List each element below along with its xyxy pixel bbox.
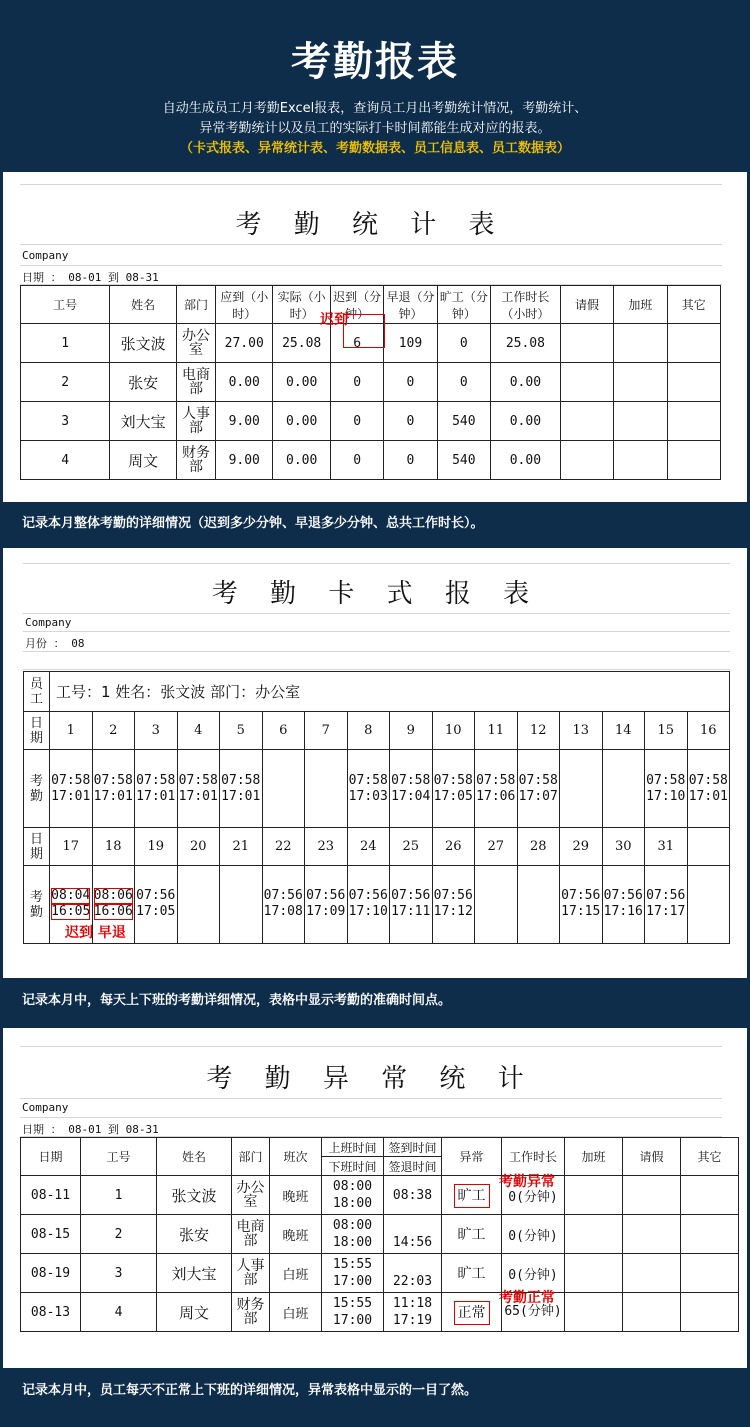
abnormal-dept-cell: 人事部 bbox=[232, 1254, 270, 1293]
stats-cell: 9.00 bbox=[215, 402, 272, 441]
clock-in-time: 07:56 bbox=[561, 888, 601, 903]
clock-in-time: 07:56 bbox=[433, 888, 473, 903]
abnormal-title: 考 勤 异 常 统 计 bbox=[206, 1064, 536, 1094]
day-cell bbox=[687, 828, 730, 866]
date-label: 日期 bbox=[29, 715, 43, 746]
card-panel bbox=[3, 548, 747, 978]
abnormal-header-cell: 签退时间 bbox=[384, 1157, 442, 1176]
stats-header-cell: 部门 bbox=[176, 286, 215, 324]
shift-start-time: 15:55 bbox=[332, 1296, 373, 1311]
attendance-label: 考勤 bbox=[29, 773, 43, 804]
status-value: 旷工 bbox=[454, 1184, 490, 1208]
stats-cell: 财务部 bbox=[176, 441, 215, 480]
card-day-row bbox=[24, 712, 730, 750]
stats-cell: 0 bbox=[384, 441, 437, 480]
stats-cell: 25.08 bbox=[273, 324, 330, 363]
clock-out-time: 17:01 bbox=[93, 788, 133, 804]
stats-cell: 0 bbox=[384, 363, 437, 402]
abnormal-date-cell: 08-15 bbox=[21, 1215, 81, 1254]
stats-cell bbox=[560, 441, 613, 480]
day-cell: 28 bbox=[517, 828, 560, 866]
clock-out-time: 17:01 bbox=[136, 788, 176, 804]
abnormal-date-cell: 08-11 bbox=[21, 1176, 81, 1215]
day-cell: 18 bbox=[92, 828, 135, 866]
sign-out-time: 22:03 bbox=[392, 1274, 433, 1289]
shift-start-time: 15:55 bbox=[332, 1257, 373, 1272]
normal-annotation: 考勤正常 bbox=[499, 1290, 555, 1306]
stats-cell: 1 bbox=[21, 324, 110, 363]
stats-cell: 540 bbox=[437, 441, 490, 480]
day-cell: 9 bbox=[390, 712, 433, 750]
abnormal-header-cell: 工作时长 bbox=[502, 1138, 565, 1176]
abnormal-id-cell: 3 bbox=[81, 1254, 157, 1293]
shift-end-time: 18:00 bbox=[332, 1235, 373, 1250]
card-employee-row bbox=[24, 672, 730, 712]
stats-header-cell: 姓名 bbox=[110, 286, 177, 324]
stats-cell: 办公室 bbox=[176, 324, 215, 363]
stats-cell: 25.08 bbox=[491, 324, 561, 363]
clock-in-time: 07:56 bbox=[306, 888, 346, 903]
card-table bbox=[23, 671, 730, 944]
abnormal-panel bbox=[3, 1028, 747, 1368]
stats-panel bbox=[3, 172, 747, 502]
stats-cell: 人事部 bbox=[176, 402, 215, 441]
stats-company: Company bbox=[22, 249, 69, 262]
clock-out-time: 17:01 bbox=[221, 788, 261, 804]
stats-cell bbox=[667, 363, 721, 402]
abnormal-header-cell: 日期 bbox=[21, 1138, 81, 1176]
stats-header-cell: 工作时长（小时） bbox=[491, 286, 561, 324]
stats-cell bbox=[614, 402, 667, 441]
day-cell: 16 bbox=[687, 712, 730, 750]
date-label: 日期 bbox=[29, 831, 43, 862]
card-caption: 记录本月中，每天上下班的考勤详细情况，表格中显示考勤的准确时间点。 bbox=[22, 993, 452, 1008]
abnormal-id-cell: 2 bbox=[81, 1215, 157, 1254]
clock-out-time: 17:12 bbox=[433, 904, 473, 919]
stats-cell: 0 bbox=[437, 324, 490, 363]
abnormal-id-cell: 4 bbox=[81, 1293, 157, 1332]
clock-out-time: 17:01 bbox=[688, 788, 728, 804]
stats-header-cell: 早退（分钟） bbox=[384, 286, 437, 324]
clock-out-time: 16:06 bbox=[93, 904, 133, 919]
clock-out-time: 17:15 bbox=[561, 904, 601, 919]
stats-cell: 0 bbox=[384, 402, 437, 441]
stats-period: 日期 ： 08-01 到 08-31 bbox=[22, 271, 159, 284]
abnormal-header-cell: 姓名 bbox=[157, 1138, 232, 1176]
stats-cell: 0.00 bbox=[491, 363, 561, 402]
day-cell: 7 bbox=[305, 712, 348, 750]
clock-out-time: 17:10 bbox=[348, 904, 388, 919]
stats-header-cell: 请假 bbox=[560, 286, 613, 324]
day-cell: 30 bbox=[602, 828, 645, 866]
abnormal-row bbox=[21, 1176, 739, 1215]
abnormal-duration-cell: 0(分钟) bbox=[502, 1215, 565, 1254]
stats-cell: 0.00 bbox=[273, 402, 330, 441]
clock-out-time: 17:04 bbox=[391, 788, 431, 804]
stats-cell bbox=[614, 324, 667, 363]
stats-cell bbox=[667, 402, 721, 441]
day-cell: 14 bbox=[602, 712, 645, 750]
abnormal-date-cell: 08-19 bbox=[21, 1254, 81, 1293]
clock-in-time: 07:58 bbox=[688, 772, 728, 788]
card-sheet bbox=[23, 563, 730, 968]
clock-out-time: 17:06 bbox=[476, 788, 516, 804]
clock-out-time: 17:03 bbox=[348, 788, 388, 804]
card-time-row bbox=[24, 750, 730, 828]
stats-late-highlight bbox=[343, 314, 385, 348]
clock-in-time: 08:06 bbox=[93, 888, 133, 903]
abnormal-header-cell: 上班时间 bbox=[322, 1138, 384, 1157]
clock-out-time: 17:09 bbox=[306, 904, 346, 919]
stats-cell: 电商部 bbox=[176, 363, 215, 402]
stats-cell bbox=[614, 363, 667, 402]
status-value: 正常 bbox=[454, 1301, 490, 1325]
card-title: 考 勤 卡 式 报 表 bbox=[211, 579, 542, 609]
abnormal-dept-cell: 财务部 bbox=[232, 1293, 270, 1332]
day-cell: 27 bbox=[475, 828, 518, 866]
day-cell: 5 bbox=[220, 712, 263, 750]
abnormal-header-row bbox=[21, 1138, 739, 1157]
abnormal-header-cell: 签到时间 bbox=[384, 1138, 442, 1157]
shift-end-time: 17:00 bbox=[332, 1313, 373, 1328]
day-cell: 3 bbox=[135, 712, 178, 750]
stats-cell bbox=[614, 441, 667, 480]
stats-cell: 刘大宝 bbox=[110, 402, 177, 441]
clock-in-time: 07:56 bbox=[603, 888, 643, 903]
sign-out-time: 17:19 bbox=[392, 1313, 433, 1328]
abnormal-row bbox=[21, 1215, 739, 1254]
day-cell: 1 bbox=[50, 712, 93, 750]
clock-out-time: 17:08 bbox=[263, 904, 303, 919]
clock-in-time: 07:58 bbox=[646, 772, 686, 788]
clock-out-time: 17:01 bbox=[51, 788, 91, 804]
shift-start-time: 08:00 bbox=[332, 1179, 373, 1194]
day-cell: 22 bbox=[262, 828, 305, 866]
stats-cell: 张安 bbox=[110, 363, 177, 402]
abnormal-duration-cell: 65(分钟) bbox=[502, 1293, 565, 1332]
stats-cell: 109 bbox=[384, 324, 437, 363]
stats-header-cell: 其它 bbox=[667, 286, 721, 324]
abnormal-header-cell: 班次 bbox=[270, 1138, 322, 1176]
day-cell: 12 bbox=[517, 712, 560, 750]
stats-cell: 周文 bbox=[110, 441, 177, 480]
clock-out-time: 16:05 bbox=[51, 904, 91, 919]
clock-out-time: 17:07 bbox=[518, 788, 558, 804]
day-cell: 20 bbox=[177, 828, 220, 866]
day-cell: 29 bbox=[560, 828, 603, 866]
clock-in-time: 07:58 bbox=[93, 772, 133, 788]
clock-in-time: 07:58 bbox=[51, 772, 91, 788]
clock-out-time: 17:17 bbox=[646, 904, 686, 919]
abnormal-header-cell: 下班时间 bbox=[322, 1157, 384, 1176]
stats-header-cell: 工号 bbox=[21, 286, 110, 324]
clock-in-time: 07:58 bbox=[391, 772, 431, 788]
status-value: 旷工 bbox=[457, 1266, 486, 1282]
shift-end-time: 17:00 bbox=[332, 1274, 373, 1289]
clock-in-time: 07:58 bbox=[348, 772, 388, 788]
stats-header-cell: 实际（小时） bbox=[273, 286, 330, 324]
stats-cell: 27.00 bbox=[215, 324, 272, 363]
stats-cell: 0.00 bbox=[491, 402, 561, 441]
stats-cell: 张文波 bbox=[110, 324, 177, 363]
abnormal-annotation: 考勤异常 bbox=[499, 1174, 555, 1190]
day-cell: 11 bbox=[475, 712, 518, 750]
report-tags: （卡式报表、异常统计表、考勤数据表、员工信息表、员工数据表） bbox=[179, 141, 570, 156]
day-cell: 31 bbox=[645, 828, 688, 866]
stats-cell: 0 bbox=[330, 441, 383, 480]
employee-info: 工号：1 姓名：张文波 部门：办公室 bbox=[56, 683, 301, 701]
stats-cell: 9.00 bbox=[215, 441, 272, 480]
stats-cell: 2 bbox=[21, 363, 110, 402]
sign-in-time: 11:18 bbox=[392, 1296, 433, 1311]
card-company: Company bbox=[25, 616, 72, 629]
stats-cell: 0.00 bbox=[491, 441, 561, 480]
clock-out-time: 17:11 bbox=[391, 904, 431, 919]
clock-in-time: 07:56 bbox=[391, 888, 431, 903]
stats-cell: 6 bbox=[330, 324, 383, 363]
stats-row bbox=[21, 363, 721, 402]
abnormal-row bbox=[21, 1254, 739, 1293]
clock-in-time: 07:58 bbox=[518, 772, 558, 788]
clock-in-time: 07:58 bbox=[433, 772, 473, 788]
stats-caption: 记录本月整体考勤的详细情况（迟到多少分钟、早退多少分钟、总共工作时长）。 bbox=[22, 516, 484, 531]
day-cell: 2 bbox=[92, 712, 135, 750]
abnormal-name-cell: 张安 bbox=[157, 1215, 232, 1254]
abnormal-company: Company bbox=[22, 1101, 69, 1114]
abnormal-header-cell: 部门 bbox=[232, 1138, 270, 1176]
status-value: 旷工 bbox=[457, 1227, 486, 1243]
abnormal-shift-cell: 白班 bbox=[270, 1254, 322, 1293]
stats-cell: 540 bbox=[437, 402, 490, 441]
attendance-label: 考勤 bbox=[29, 889, 43, 920]
stats-title: 考 勤 统 计 表 bbox=[235, 210, 507, 240]
clock-in-time: 07:56 bbox=[348, 888, 388, 903]
stats-header-cell: 旷工（分钟） bbox=[437, 286, 490, 324]
shift-end-time: 18:00 bbox=[332, 1196, 373, 1211]
stats-cell: 3 bbox=[21, 402, 110, 441]
stats-row bbox=[21, 441, 721, 480]
day-cell: 26 bbox=[432, 828, 475, 866]
page-title: 考勤报表 bbox=[291, 39, 459, 85]
sign-out-time: 14:56 bbox=[392, 1235, 433, 1250]
abnormal-caption: 记录本月中，员工每天不正常上下班的详细情况，异常表格中显示的一目了然。 bbox=[22, 1383, 478, 1398]
day-cell: 23 bbox=[305, 828, 348, 866]
stats-cell: 0 bbox=[437, 363, 490, 402]
day-cell: 4 bbox=[177, 712, 220, 750]
card-time-row bbox=[24, 866, 730, 944]
stats-cell: 0 bbox=[330, 402, 383, 441]
stats-cell: 4 bbox=[21, 441, 110, 480]
abnormal-duration-cell: 0(分钟) bbox=[502, 1176, 565, 1215]
card-day-row bbox=[24, 828, 730, 866]
day-cell: 25 bbox=[390, 828, 433, 866]
day-cell: 21 bbox=[220, 828, 263, 866]
stats-row bbox=[21, 402, 721, 441]
abnormal-shift-cell: 晚班 bbox=[270, 1215, 322, 1254]
abnormal-date-cell: 08-13 bbox=[21, 1293, 81, 1332]
abnormal-id-cell: 1 bbox=[81, 1176, 157, 1215]
shift-start-time: 08:00 bbox=[332, 1218, 373, 1233]
clock-in-time: 07:58 bbox=[221, 772, 261, 788]
clock-in-time: 07:56 bbox=[646, 888, 686, 903]
card-month: 月份 ： 08 bbox=[25, 637, 85, 650]
stats-late-annotation: 迟到 bbox=[320, 312, 348, 328]
clock-in-time: 07:58 bbox=[476, 772, 516, 788]
clock-in-time: 08:04 bbox=[51, 888, 91, 903]
header-banner bbox=[0, 0, 750, 172]
day-cell: 10 bbox=[432, 712, 475, 750]
clock-in-time: 07:56 bbox=[136, 888, 176, 903]
day-cell: 6 bbox=[262, 712, 305, 750]
abnormal-shift-cell: 晚班 bbox=[270, 1176, 322, 1215]
employee-label: 员工 bbox=[29, 676, 43, 707]
clock-out-time: 17:10 bbox=[646, 788, 686, 804]
stats-cell bbox=[560, 363, 613, 402]
clock-in-time: 07:58 bbox=[178, 772, 218, 788]
stats-cell: 0 bbox=[330, 363, 383, 402]
clock-out-time: 17:05 bbox=[136, 904, 176, 919]
stats-cell bbox=[560, 402, 613, 441]
abnormal-header-cell: 加班 bbox=[565, 1138, 623, 1176]
abnormal-table bbox=[20, 1137, 739, 1332]
clock-out-time: 17:16 bbox=[603, 904, 643, 919]
abnormal-name-cell: 周文 bbox=[157, 1293, 232, 1332]
abnormal-dept-cell: 电商部 bbox=[232, 1215, 270, 1254]
abnormal-duration-cell: 0(分钟) bbox=[502, 1254, 565, 1293]
day-cell: 8 bbox=[347, 712, 390, 750]
day-cell: 13 bbox=[560, 712, 603, 750]
abnormal-sheet bbox=[20, 1046, 722, 1358]
abnormal-header-cell: 请假 bbox=[623, 1138, 681, 1176]
abnormal-header-cell: 异常 bbox=[442, 1138, 502, 1176]
abnormal-shift-cell: 白班 bbox=[270, 1293, 322, 1332]
stats-cell bbox=[560, 324, 613, 363]
stats-cell: 0.00 bbox=[215, 363, 272, 402]
clock-out-time: 17:01 bbox=[178, 788, 218, 804]
description-line-1: 自动生成员工月考勤Excel报表，查询员工月出考勤统计情况，考勤统计、 bbox=[162, 101, 588, 116]
stats-cell bbox=[667, 441, 721, 480]
abnormal-header-cell: 其它 bbox=[681, 1138, 739, 1176]
stats-cell: 0.00 bbox=[273, 363, 330, 402]
stats-header-cell: 应到（小时） bbox=[215, 286, 272, 324]
stats-header-cell: 迟到（分钟） bbox=[330, 286, 383, 324]
abnormal-name-cell: 张文波 bbox=[157, 1176, 232, 1215]
day-cell: 19 bbox=[135, 828, 178, 866]
clock-out-time: 17:05 bbox=[433, 788, 473, 804]
day-cell: 17 bbox=[50, 828, 93, 866]
day-cell: 15 bbox=[645, 712, 688, 750]
stats-cell bbox=[667, 324, 721, 363]
abnormal-row bbox=[21, 1293, 739, 1332]
abnormal-header-cell: 工号 bbox=[81, 1138, 157, 1176]
description-line-2: 异常考勤统计以及员工的实际打卡时间都能生成对应的报表。 bbox=[199, 121, 551, 136]
sign-in-time: 08:38 bbox=[392, 1187, 433, 1203]
abnormal-period: 日期 ： 08-01 到 08-31 bbox=[22, 1123, 159, 1136]
abnormal-dept-cell: 办公室 bbox=[232, 1176, 270, 1215]
card-late-early-annotation: 迟到 早退 bbox=[65, 925, 126, 941]
stats-header-cell: 加班 bbox=[614, 286, 667, 324]
day-cell: 24 bbox=[347, 828, 390, 866]
clock-in-time: 07:58 bbox=[136, 772, 176, 788]
stats-cell: 0.00 bbox=[273, 441, 330, 480]
abnormal-name-cell: 刘大宝 bbox=[157, 1254, 232, 1293]
clock-in-time: 07:56 bbox=[263, 888, 303, 903]
